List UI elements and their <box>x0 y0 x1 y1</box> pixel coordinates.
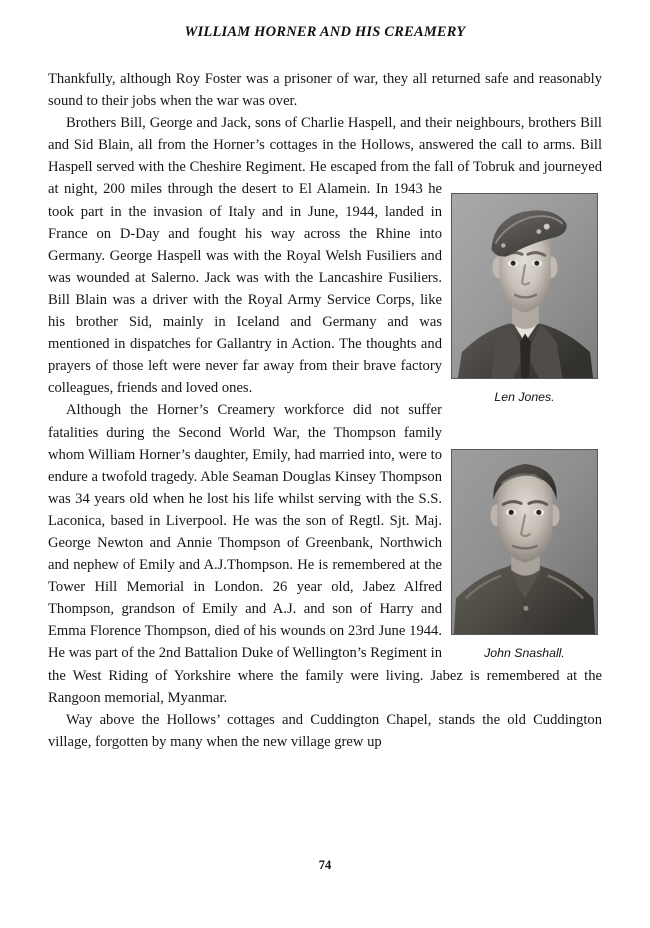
paragraph-2: Brothers Bill, George and Jack, sons of Charlie Haspell, and their neighbours, brothers Bill and Sid Blain, all from the Horner’s cottages in the Hollows, answered the call to arms. Bill Haspell served with the Cheshire Regiment. He escaped from the fall of Tobruk and journeyed at night, 200 miles through the desert to El Alamein. In 1943 he took part in the invasion of Italy and in June, 1944, landed in France on D-Day and fought his way across the Rhine into Germany. George Haspell was with the Royal Welsh Fusiliers and was wounded at Salerno. Jack was with the Lancashire Fusiliers. Bill Blain was a driver with the Royal Army Service Corps, like his brother Sid, mainly in Iceland and Germany and was mentioned in dispatches for Gallantry in Action. The thoughts and prayers of those left were never far away from their brave factory colleagues, friends and loved ones. <box>48 115 602 397</box>
paragraph-4: Way above the Hollows’ cottages and Cuddington Chapel, stands the old Cuddington village, forgotten by many when the new village grew up <box>48 711 602 750</box>
page-running-head: WILLIAM HORNER AND HIS CREAMERY <box>184 24 466 40</box>
figure-len-jones <box>451 193 598 404</box>
figure-caption: Len Jones. <box>494 390 555 404</box>
figure-stack <box>442 193 602 660</box>
figure-caption: John Snashall. <box>484 646 565 660</box>
photo-john-snashall <box>451 449 598 635</box>
paragraph-1: Thankfully, although Roy Foster was a prisoner of war, they all returned safe and reasonably sound to their jobs when the war was over. <box>48 71 602 110</box>
photo-len-jones <box>451 193 598 379</box>
body-text-column <box>48 68 602 753</box>
page-number: 74 <box>318 858 332 872</box>
paragraph-3: Although the Horner’s Creamery workforce did not suffer fatalities during the Second World War, the Thompson family whom William Horner’s daughter, Emily, had married into, were to endure a twofold tragedy. Able Seaman Douglas Kinsey Thompson was 34 years old when he lost his life whilst serving with the S.S. Laconica, based in Liverpool. He was the son of Regtl. Sjt. Maj. George Newton and Annie Thompson of Greenbank, Northwich and nephew of Emily and A.J.Thompson. He is remembered at the Tower Hill Memorial in London. 26 year old, Jabez Alfred Thompson, grandson of Emily and A.J. and son of Harry and Emma Florence Thompson, died of his wounds on 23rd June 1944. He was part of the 2nd Battalion Duke of Wellington’s Regiment in the West Riding of Yorkshire where the family were living. Jabez is remembered at the Rangoon memorial, Myanmar. <box>48 402 602 706</box>
figure-john-snashall <box>451 449 598 660</box>
